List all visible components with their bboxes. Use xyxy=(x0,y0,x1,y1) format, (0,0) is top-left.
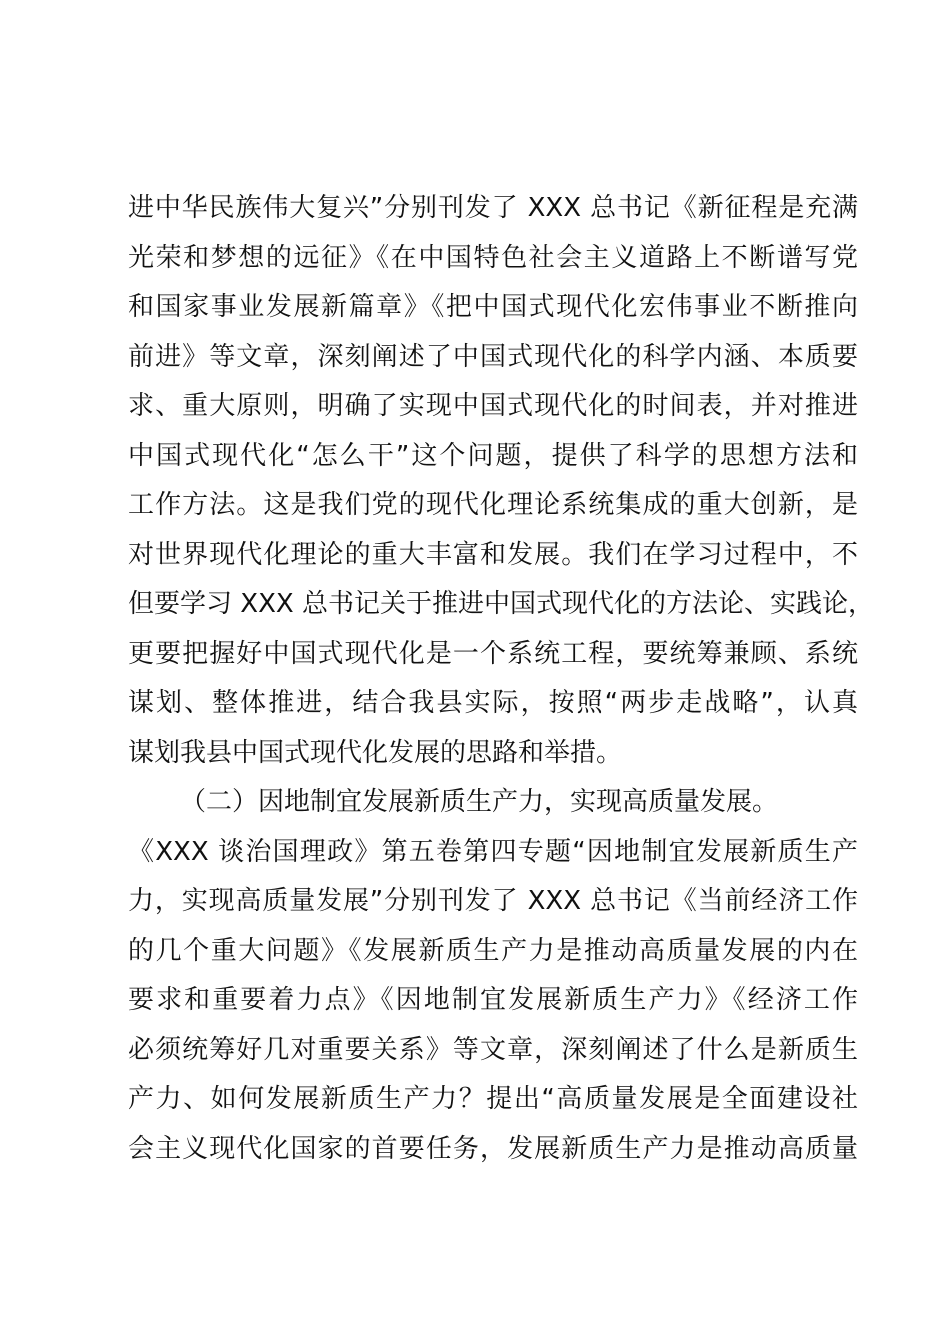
text-line: 更要把握好中国式现代化是一个系统工程，要统筹兼顾、系统 xyxy=(128,638,858,669)
text-line: 的几个重大问题》《发展新质生产力是推动高质量发展的内在 xyxy=(128,935,858,966)
text-line: 要求和重要着力点》《因地制宜发展新质生产力》《经济工作 xyxy=(128,985,858,1015)
text-line: 光荣和梦想的远征》《在中国特色社会主义道路上不断谱写党 xyxy=(128,242,858,273)
text-line: 产力、如何发展新质生产力？提出“高质量发展是全面建设社 xyxy=(128,1084,858,1114)
text-line: 谋划、整体推进，结合我县实际，按照“两步走战略”，认真 xyxy=(128,688,858,718)
text-line: 《XXX 谈治国理政》第五卷第四专题“因地制宜发展新质生产 xyxy=(128,836,858,867)
text-line: 必须统筹好几对重要关系》等文章，深刻阐述了什么是新质生 xyxy=(128,1034,858,1065)
text-line: 工作方法。这是我们党的现代化理论系统集成的重大创新，是 xyxy=(128,490,858,520)
text-line: 但要学习 XXX 总书记关于推进中国式现代化的方法论、实践论， xyxy=(128,589,874,619)
text-line: 进中华民族伟大复兴”分别刊发了 XXX 总书记《新征程是充满 xyxy=(128,193,858,223)
text-line: 对世界现代化理论的重大丰富和发展。我们在学习过程中，不 xyxy=(128,539,858,570)
document-body xyxy=(128,186,874,1176)
text-line: 会主义现代化国家的首要任务，发展新质生产力是推动高质量 xyxy=(128,1133,858,1164)
section-heading: （二）因地制宜发展新质生产力，实现高质量发展。 xyxy=(180,787,779,817)
text-line: 谋划我县中国式现代化发展的思路和举措。 xyxy=(128,737,623,768)
paragraph-2 xyxy=(128,780,858,1176)
text-line: 和国家事业发展新篇章》《把中国式现代化宏伟事业不断推向 xyxy=(128,292,858,322)
text-line: 中国式现代化“怎么干”这个问题，提供了科学的思想方法和 xyxy=(128,440,858,471)
text-line: 力，实现高质量发展”分别刊发了 XXX 总书记《当前经济工作 xyxy=(128,886,858,916)
text-line: 前进》等文章，深刻阐述了中国式现代化的科学内涵、本质要 xyxy=(128,341,858,372)
paragraph-1 xyxy=(128,186,874,780)
text-line: 求、重大原则，明确了实现中国式现代化的时间表，并对推进 xyxy=(128,391,858,421)
